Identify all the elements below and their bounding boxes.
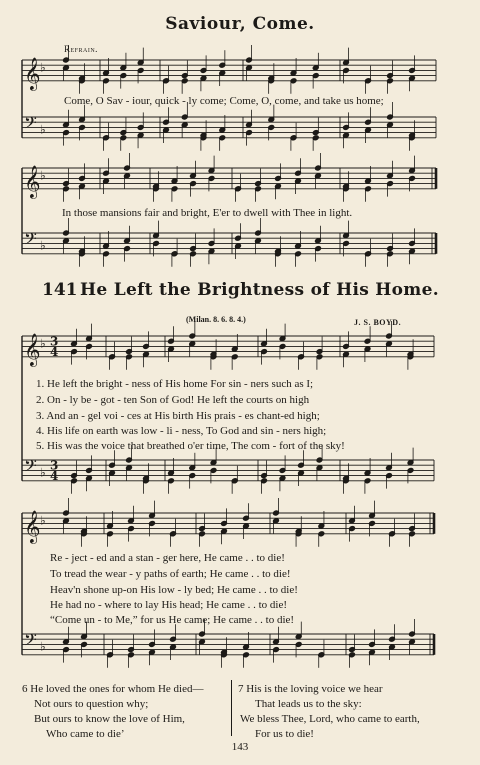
svg-text:♭: ♭: [40, 168, 46, 183]
svg-text:♭: ♭: [40, 238, 46, 253]
svg-text:𝄞: 𝄞: [24, 509, 41, 543]
svg-text:𝄞: 𝄞: [24, 332, 41, 366]
refrain-lyric-line-1: Come, O Sav - iour, quick - ly come; Come, O, come, and take us home;: [64, 95, 384, 107]
svg-text:♭: ♭: [40, 465, 46, 480]
verse-divider: [231, 680, 232, 736]
refrain-label: Refrain.: [64, 44, 98, 54]
verse-3-line-2: Heav'n shone up-on His low - ly bed; He came . . to die!: [50, 584, 298, 596]
verse-5-line-1: 5. His was the voice that breathed o'er time, The com - fort of the sky!: [36, 440, 345, 452]
verse-7-line-2: That leads us to the sky:: [255, 698, 362, 710]
svg-text:𝄞: 𝄞: [24, 164, 41, 198]
verse-4-line-2: He had no - where to lay His head; He came . . to die!: [50, 599, 288, 611]
verse-7-line-1: 7 His is the loving voice we hear: [238, 683, 383, 695]
svg-text:♭: ♭: [40, 513, 46, 528]
svg-text:𝄢: 𝄢: [24, 228, 37, 253]
verse-6-line-1: 6 He loved the ones for whom He died—: [22, 683, 204, 695]
hymn-meter: (Milan. 8. 6. 8. 4.): [186, 315, 246, 324]
verse-7-line-3: We bless Thee, Lord, who came to earth,: [240, 713, 420, 725]
verse-6-line-2: Not ours to question why;: [34, 698, 149, 710]
svg-text:4: 4: [50, 344, 59, 359]
svg-text:𝄞: 𝄞: [24, 56, 41, 90]
svg-text:3: 3: [50, 334, 59, 349]
hymn-title: He Left the Brightness of His Home.: [80, 280, 439, 300]
hymn-author: J. S. BOYD.: [354, 318, 402, 327]
verse-7-line-4: For us to die!: [255, 728, 314, 740]
verse-1-line-2: Re - ject - ed and a stan - ger here, He came . . to die!: [50, 552, 285, 564]
svg-text:♭: ♭: [40, 122, 46, 137]
svg-text:4: 4: [50, 468, 59, 483]
page-number: 143: [231, 741, 249, 753]
svg-text:𝄢: 𝄢: [24, 112, 37, 137]
svg-text:♭: ♭: [40, 639, 46, 654]
svg-text:♭: ♭: [40, 60, 46, 75]
svg-text:𝄢: 𝄢: [24, 629, 37, 654]
verse-4-line-1: 4. His life on earth was low - li - ness, To God and sin - ners high;: [36, 425, 327, 437]
svg-text:𝄢: 𝄢: [24, 455, 37, 480]
refrain-lyric-line-2: In those mansions fair and bright, E'er to dwell with Thee in light.: [62, 207, 353, 219]
verse-1-line-1: 1. He left the bright - ness of His home For sin - ners such as I;: [36, 378, 314, 390]
svg-text:3: 3: [50, 458, 59, 473]
verse-6-line-3: But ours to know the love of Him,: [34, 713, 185, 725]
verse-2-line-1: 2. On - ly be - got - ten Son of God! He left the courts on high: [36, 394, 310, 406]
verse-2-line-2: To tread the wear - y paths of earth; He came . . to die!: [50, 568, 291, 580]
top-hymn-title: Saviour, Come.: [165, 14, 315, 34]
hymn-number: 141: [42, 280, 78, 300]
verse-5-line-2: “Come un - to Me,” for us He came; He came . . to die!: [50, 614, 295, 626]
verse-3-line-1: 3. And an - gel voi - ces at His birth His prais - es chant-ed high;: [36, 410, 320, 422]
verse-6-line-4: Who came to die’: [46, 728, 125, 740]
svg-text:♭: ♭: [40, 336, 46, 351]
